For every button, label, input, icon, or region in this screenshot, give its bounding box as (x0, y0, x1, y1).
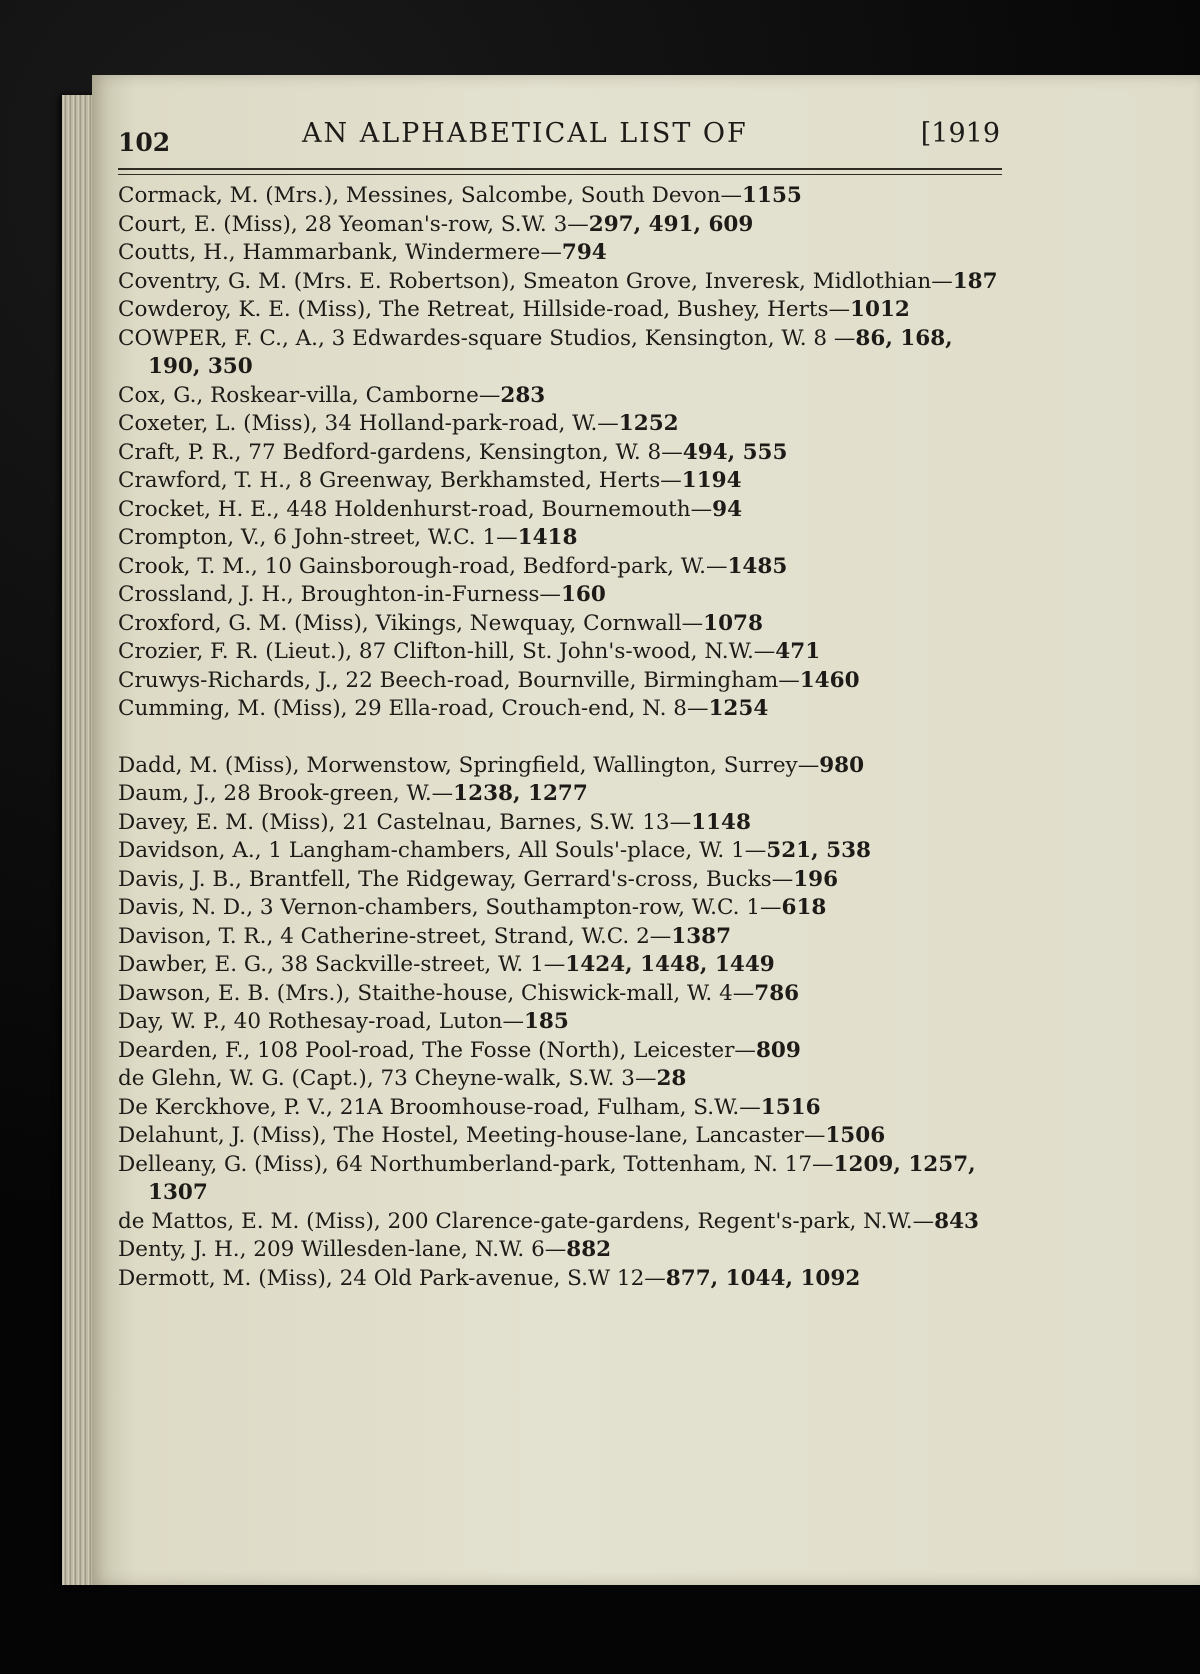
entry-numbers: 980 (819, 752, 865, 778)
list-entry (118, 211, 1008, 240)
entry-numbers: 196 (793, 866, 839, 892)
entry-text: Crocket, H. E., 448 Holdenhurst-road, Bournemouth— (118, 496, 713, 522)
entry-text: de Glehn, W. G. (Capt.), 73 Cheyne-walk, S.W. 3— (118, 1066, 657, 1091)
entry-numbers: 1254 (708, 696, 769, 721)
entry-text: Cruwys-Richards, J., 22 Beech-road, Bournville, Birmingham— (118, 667, 800, 693)
entry-text: Daum, J., 28 Brook-green, W.— (118, 781, 454, 806)
list-entry (118, 695, 1008, 724)
list-entry (118, 268, 1008, 297)
entry-text: Davis, N. D., 3 Vernon-chambers, Southampton-row, W.C. 1— (118, 895, 782, 920)
running-title: AN ALPHABETICAL LIST OF (302, 118, 748, 149)
entry-text: Coutts, H., Hammarbank, Windermere— (118, 240, 562, 265)
list-entry (118, 182, 1008, 211)
entry-numbers: 1252 (618, 411, 679, 436)
entry-text: Coventry, G. M. (Mrs. E. Robertson), Smeaton Grove, Inveresk, Midlothian— (118, 268, 953, 294)
entry-numbers: 1506 (825, 1123, 886, 1148)
entry-numbers: 297, 491, 609 (588, 211, 754, 237)
entry-numbers: 1485 (727, 553, 788, 579)
list-entry (118, 837, 1008, 866)
entry-text: Cumming, M. (Miss), 29 Ella-road, Crouch-end, N. 8— (118, 696, 709, 721)
header-rule-thick (118, 168, 1002, 170)
list-entry (118, 325, 1008, 382)
entry-text: Dearden, F., 108 Pool-road, The Fosse (North), Leicester— (118, 1037, 756, 1063)
entry-text: Crompton, V., 6 John-street, W.C. 1— (118, 525, 518, 550)
entry-numbers: 1418 (517, 525, 578, 550)
entry-numbers: 1238, 1277 (453, 781, 588, 806)
entry-text: Davis, J. B., Brantfell, The Ridgeway, Gerrard's-cross, Bucks— (118, 866, 794, 892)
entry-numbers: 1078 (703, 610, 763, 636)
page-number: 102 (118, 128, 171, 157)
list-entry (118, 496, 1008, 525)
entry-list (118, 182, 1008, 1293)
entry-numbers: 494, 555 (682, 439, 788, 465)
section-c (118, 182, 1008, 724)
list-entry (118, 524, 1008, 553)
entry-text: COWPER, F. C., A., 3 Edwardes-square Studios, Kensington, W. 8 — (118, 325, 856, 351)
year-label: [1919 (920, 118, 1000, 149)
entry-text: Cowderoy, K. E. (Miss), The Retreat, Hillside-road, Bushey, Herts— (118, 297, 851, 322)
entry-text: De Kerckhove, P. V., 21A Broomhouse-road, Fulham, S.W.— (118, 1094, 761, 1120)
entry-numbers: 86, 168, 190, 350 (148, 325, 953, 379)
entry-numbers: 618 (781, 895, 827, 920)
entry-numbers: 882 (566, 1237, 612, 1262)
list-entry (118, 866, 1008, 895)
list-entry (118, 467, 1008, 496)
list-entry (118, 980, 1008, 1009)
entry-text: Crossland, J. H., Broughton-in-Furness— (118, 582, 561, 607)
entry-text: Coxeter, L. (Miss), 34 Holland-park-road, W.— (118, 411, 619, 436)
list-entry (118, 667, 1008, 696)
entry-numbers: 94 (712, 496, 743, 522)
list-entry (118, 951, 1008, 980)
list-entry (118, 894, 1008, 923)
list-entry (118, 1065, 1008, 1094)
list-entry (118, 553, 1008, 582)
section-gap (118, 724, 1008, 752)
list-entry (118, 581, 1008, 610)
list-entry (118, 638, 1008, 667)
entry-text: Cormack, M. (Mrs.), Messines, Salcombe, South Devon— (118, 183, 743, 208)
list-entry (118, 752, 1008, 781)
entry-numbers: 185 (523, 1009, 569, 1034)
entry-numbers: 809 (755, 1037, 801, 1063)
list-entry (118, 923, 1008, 952)
entry-text: Craft, P. R., 77 Bedford-gardens, Kensington, W. 8— (118, 439, 683, 465)
entry-text: Dadd, M. (Miss), Morwenstow, Springfield, Wallington, Surrey— (118, 752, 820, 778)
entry-text: Crook, T. M., 10 Gainsborough-road, Bedford-park, W.— (118, 553, 728, 579)
list-entry (118, 1236, 1008, 1265)
list-entry (118, 382, 1008, 411)
entry-text: Davison, T. R., 4 Catherine-street, Strand, W.C. 2— (118, 923, 672, 949)
section-d (118, 752, 1008, 1294)
entry-numbers: 1155 (742, 183, 802, 208)
entry-numbers: 1387 (671, 923, 732, 949)
list-entry (118, 1151, 1008, 1208)
entry-text: Dawber, E. G., 38 Sackville-street, W. 1— (118, 952, 566, 977)
list-entry (118, 439, 1008, 468)
entry-numbers: 1209, 1257, 1307 (148, 1151, 976, 1205)
list-entry (118, 809, 1008, 838)
entry-numbers: 1012 (850, 297, 910, 322)
list-entry (118, 410, 1008, 439)
entry-text: Crozier, F. R. (Lieut.), 87 Clifton-hill, St. John's-wood, N.W.— (118, 639, 776, 664)
entry-text: Delahunt, J. (Miss), The Hostel, Meeting-house-lane, Lancaster— (118, 1123, 826, 1148)
list-entry (118, 296, 1008, 325)
entry-numbers: 521, 538 (766, 838, 871, 863)
entry-numbers: 160 (560, 582, 606, 607)
entry-text: Dawson, E. B. (Mrs.), Staithe-house, Chiswick-mall, W. 4— (118, 980, 755, 1006)
entry-numbers: 471 (775, 639, 821, 664)
entry-numbers: 1194 (681, 468, 742, 493)
entry-numbers: 843 (934, 1208, 980, 1234)
entry-numbers: 877, 1044, 1092 (665, 1265, 861, 1291)
entry-text: Court, E. (Miss), 28 Yeoman's-row, S.W. 3— (118, 211, 589, 237)
entry-text: Davey, E. M. (Miss), 21 Castelnau, Barnes, S.W. 13— (118, 809, 692, 835)
list-entry (118, 1122, 1008, 1151)
list-entry (118, 1265, 1008, 1294)
list-entry (118, 1094, 1008, 1123)
entry-text: Davidson, A., 1 Langham-chambers, All Souls'-place, W. 1— (118, 838, 767, 863)
list-entry (118, 1208, 1008, 1237)
list-entry (118, 1037, 1008, 1066)
list-entry (118, 239, 1008, 268)
list-entry (118, 780, 1008, 809)
header-rule-thin (118, 174, 1002, 175)
entry-text: de Mattos, E. M. (Miss), 200 Clarence-gate-gardens, Regent's-park, N.W.— (118, 1208, 935, 1234)
entry-numbers: 1460 (799, 667, 860, 693)
entry-numbers: 187 (952, 268, 998, 294)
entry-numbers: 283 (500, 382, 546, 408)
entry-numbers: 1148 (691, 809, 751, 835)
entry-text: Cox, G., Roskear-villa, Camborne— (118, 382, 501, 408)
entry-numbers: 1424, 1448, 1449 (565, 952, 775, 977)
list-entry (118, 1008, 1008, 1037)
entry-text: Crawford, T. H., 8 Greenway, Berkhamsted, Herts— (118, 468, 682, 493)
entry-numbers: 794 (561, 240, 607, 265)
list-entry (118, 610, 1008, 639)
entry-text: Dermott, M. (Miss), 24 Old Park-avenue, S.W 12— (118, 1265, 666, 1291)
entry-text: Denty, J. H., 209 Willesden-lane, N.W. 6— (118, 1237, 567, 1262)
entry-numbers: 786 (754, 980, 800, 1006)
entry-numbers: 1516 (760, 1094, 821, 1120)
entry-text: Day, W. P., 40 Rothesay-road, Luton— (118, 1009, 524, 1034)
entry-numbers: 28 (656, 1066, 687, 1091)
entry-text: Delleany, G. (Miss), 64 Northumberland-park, Tottenham, N. 17— (118, 1151, 834, 1177)
running-header (118, 118, 1000, 160)
entry-text: Croxford, G. M. (Miss), Vikings, Newquay, Cornwall— (118, 610, 704, 636)
